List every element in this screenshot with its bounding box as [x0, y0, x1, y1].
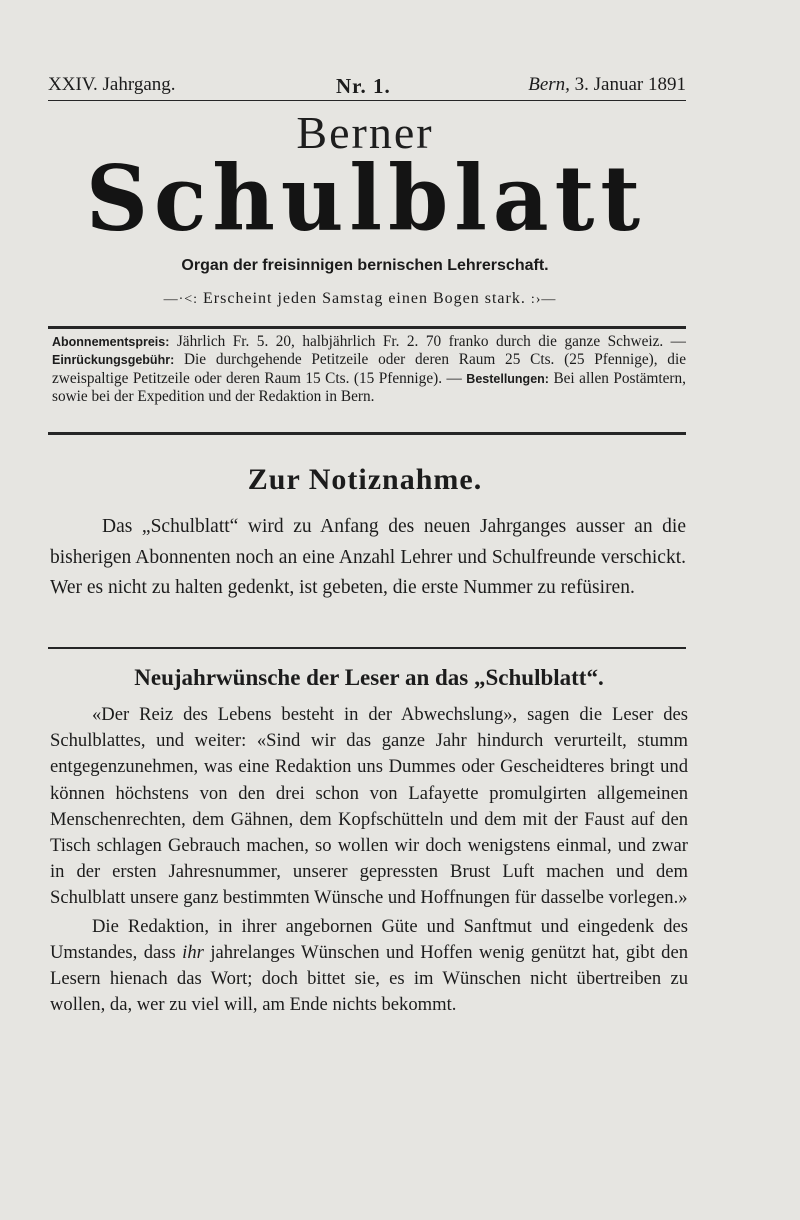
- volume-label: XXIV. Jahrgang.: [48, 74, 176, 95]
- issue-place: Bern,: [528, 74, 570, 95]
- frequency-text: Erscheint jeden Samstag einen Bogen stark.: [203, 290, 526, 307]
- notice-heading: Zur Notiznahme.: [247, 463, 483, 496]
- ads-label: Einrückungsgebühr:: [52, 353, 175, 368]
- masthead-subtitle: Organ der freisinnigen bernischen Lehrerschaft.: [181, 257, 549, 274]
- issue-header: [48, 74, 686, 100]
- price-text: Jährlich Fr. 5. 20, halbjährlich Fr. 2. 70 franko durch die ganze Schweiz. —: [176, 333, 686, 350]
- paragraph2-emphasis: ihr: [182, 941, 204, 963]
- issue-date: [528, 74, 686, 96]
- article-paragraph-1: «Der Reiz des Lebens besteht in der Abwechslung», sagen die Leser des Schulblattes, und weiter: «Sind wir das ganze Jahr hindurch verurteilt, stumm entgegenzunehmen, was eine Redaktion uns Dummes oder Gescheidteres bringt und können höchstens von den drei schon von Lafayette promulgirten allgemeinen Menschenrechten, dem Gähnen, dem Kopfschütteln und dem mit der Faust auf den Tisch schlagen Gebrauch machen, so wollen wir doch wenigstens einmal, und zwar in der ersten Jahresnummer, unserer gepressten Brust Luft machen und dem Schulblatt unsere ganz bestimmten Wünsche und Hoffnungen für dasselbe vorlegen.»: [50, 704, 688, 909]
- publication-frequency: [60, 290, 660, 308]
- masthead-title-large: Schulblatt: [85, 145, 647, 252]
- subscription-info: [52, 333, 686, 406]
- paragraph2-part-a: Die Redaktion, in ihrer angebornen Güte und Sanftmut und eingedenk des Umstandes, dass: [50, 915, 688, 963]
- subscription-top-rule: [48, 326, 686, 329]
- notice-paragraph: Das „Schulblatt“ wird zu Anfang des neuen Jahrganges ausser an die bisherigen Abonnenten noch an eine Anzahl Lehrer und Schulfreunde verschickt. Wer es nicht zu halten gedenkt, ist gebeten, die erste Nummer zu refüsiren.: [50, 516, 686, 598]
- issue-date-text: 3. Januar 1891: [574, 74, 686, 95]
- price-label: Abonnementspreis:: [52, 335, 170, 349]
- orders-label: Bestellungen:: [466, 371, 549, 386]
- article-paragraph-2: [50, 914, 688, 1019]
- article-body: [50, 702, 688, 1018]
- orders-text: Bei allen Postämtern, sowie bei der Expedition und der Redaktion in Bern.: [52, 369, 687, 405]
- masthead-title-small: Berner: [296, 107, 434, 158]
- notice-body: [50, 512, 686, 604]
- issue-number: Nr. 1.: [336, 74, 391, 98]
- article-heading: Neujahrwünsche der Leser an das „Schulblatt“.: [134, 665, 604, 690]
- paragraph2-part-b: jahrelanges Wünschen und Hoffen wenig genützt hat, gibt den Lesern hienach das Wort; doch bittet sie, es im Wünschen nicht übertreiben zu wollen, da, wer zu viel will, am Ende nichts bekommt.: [50, 941, 689, 1016]
- subscription-bottom-rule: [48, 432, 686, 435]
- ads-text: Die durchgehende Petitzeile oder deren Raum 25 Cts. (25 Pfennige), die zweispaltige Petitzeile oder deren Raum 15 Cts. (15 Pfennige). —: [52, 351, 686, 387]
- section-divider: [48, 647, 686, 649]
- ornament-right: :›—: [530, 292, 557, 307]
- header-rule: [48, 100, 686, 101]
- ornament-left: —·<:: [163, 292, 199, 307]
